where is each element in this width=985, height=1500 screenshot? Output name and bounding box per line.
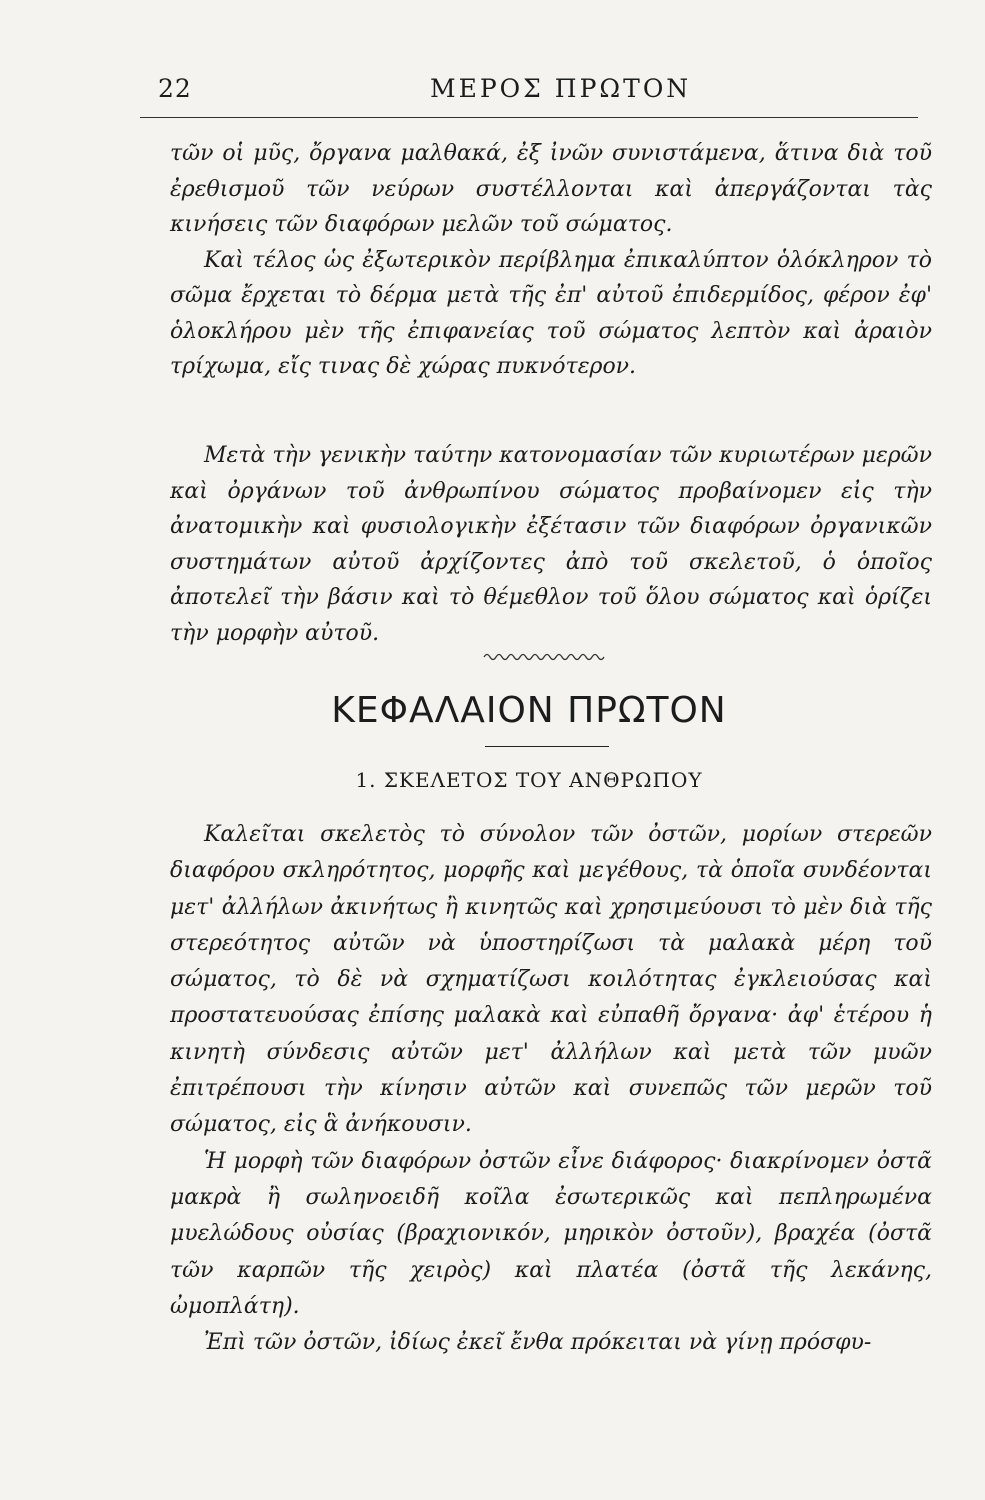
paragraph-skin: Καὶ τέλος ὡς ἐξωτερικὸν περίβλημα ἐπικαλύπτον ὁλόκληρον τὸ σῶμα ἔρχεται τὸ δέρμα μετὰ τῆς ἐπ' αὐτοῦ ἐπιδερμίδος, φέρον ἐφ' ὁλοκλήρου μὲν τῆς ἐπιφανείας τοῦ σώματος λεπτὸν καὶ ἀραιὸν τρίχωμα, εἴς τινας δὲ χώρας πυκνότερον. — [170, 247, 932, 379]
running-head: ΜΕΡΟΣ ΠΡΩΤΟΝ — [430, 74, 692, 103]
paragraph-transition: Μετὰ τὴν γενικὴν ταύτην κατονομασίαν τῶν κυριωτέρων μερῶν καὶ ὀργάνων τοῦ ἀνθρωπίνου σώματος προβαίνομεν εἰς τὴν ἀνατομικὴν καὶ φυσιολογικὴν ἐξέτασιν τῶν διαφόρων ὀργανικῶν συστημάτων αὐτοῦ ἀρχίζοντες ἀπὸ τοῦ σκελετοῦ, ὁ ὁποῖος ἀποτελεῖ τὴν βάσιν καὶ τὸ θέμεθλον τοῦ ὅλου σώματος καὶ ὁρίζει τὴν μορφὴν αὐτοῦ. — [170, 443, 932, 646]
chapter-title: ΚΕΦΑΛΑΙΟΝ ΠΡΩΤΟΝ — [331, 690, 727, 731]
transition-text — [170, 438, 932, 651]
chapter-rule — [485, 746, 609, 747]
paragraph-muscles: τῶν οἱ μῦς, ὄργανα μαλθακά, ἐξ ἰνῶν συνιστάμενα, ἅτινα διὰ τοῦ ἐρεθισμοῦ τῶν νεύρων συστέλλονται καὶ ἀπεργάζονται τὰς κινήσεις τῶν διαφόρων μελῶν τοῦ σώματος. — [170, 141, 932, 237]
wavy-ornament — [482, 650, 608, 664]
paragraph-bone-shapes: Ἡ μορφὴ τῶν διαφόρων ὀστῶν εἶνε διάφορος· διακρίνομεν ὀστᾶ μακρὰ ἢ σωληνοειδῆ κοῖλα ἐσωτερικῶς καὶ πεπληρωμένα μυελώδους οὐσίας (βραχιονικόν, μηρικὸν ὀστοῦν), βραχέα (ὀστᾶ τῶν καρπῶν τῆς χειρὸς) καὶ πλατέα (ὀστᾶ τῆς λεκάνης, ὠμοπλάτη). — [170, 1148, 932, 1319]
intro-text — [170, 136, 932, 385]
page-header — [140, 74, 918, 114]
paragraph-bone-surfaces: Ἐπὶ τῶν ὀστῶν, ἰδίως ἐκεῖ ἔνθα πρόκειται νὰ γίνῃ πρόσφυ- — [204, 1330, 872, 1356]
page-number: 22 — [158, 74, 192, 103]
section-heading: 1. ΣΚΕΛΕΤΟΣ ΤΟΥ ΑΝΘΡΩΠΟΥ — [355, 768, 703, 792]
chapter-text — [170, 817, 932, 1361]
header-rule — [140, 117, 918, 118]
paragraph-skeleton-definition: Καλεῖται σκελετὸς τὸ σύνολον τῶν ὀστῶν, μορίων στερεῶν διαφόρου σκληρότητος, μορφῆς καὶ μεγέθους, τὰ ὁποῖα συνδέονται μετ' ἀλλήλων ἀκινήτως ἢ κινητῶς καὶ χρησιμεύουσι τὸ μὲν διὰ τῆς στερεότητος αὐτῶν νὰ ὑποστηρίζωσι τὰ μαλακὰ μέρη τοῦ σώματος, τὸ δὲ νὰ σχηματίζωσι κοιλότητας ἐγκλειούσας καὶ προστατευούσας ἐπίσης μαλακὰ καὶ εὐπαθῆ ὄργανα· ἀφ' ἑτέρου ἡ κινητὴ σύνδεσις αὐτῶν μετ' ἀλλήλων καὶ μετὰ τῶν μυῶν ἐπιτρέπουσι τὴν κίνησιν αὐτῶν καὶ συνεπῶς τῶν μερῶν τοῦ σώματος, εἰς ἃ ἀνήκουσιν. — [170, 822, 932, 1138]
